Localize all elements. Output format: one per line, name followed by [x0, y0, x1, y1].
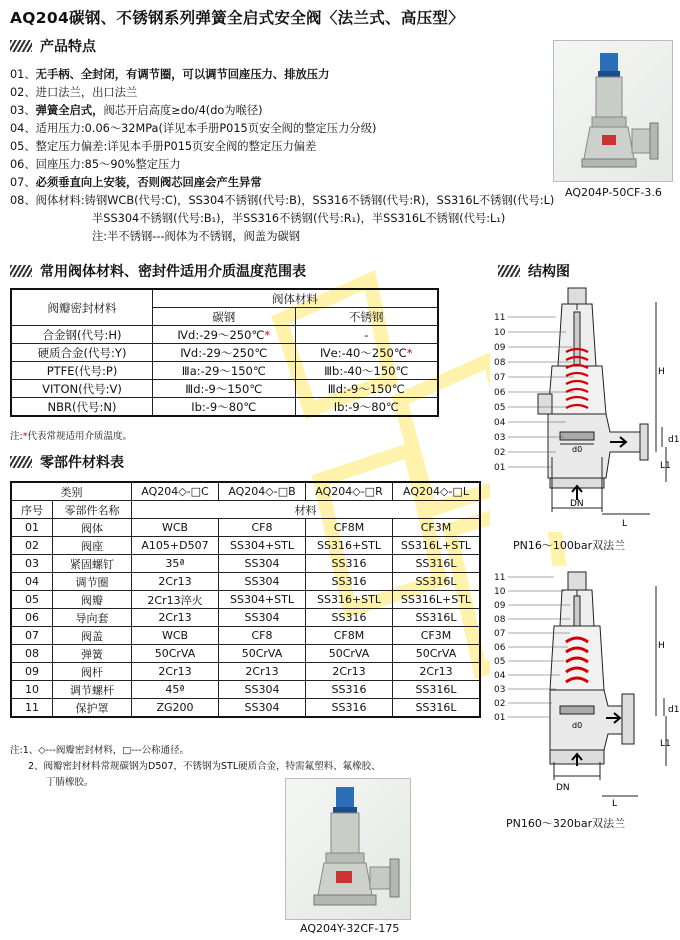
seal-material-cell: NBR(代号:N)	[11, 398, 153, 417]
table-row	[11, 380, 438, 398]
material-b-cell: SS304	[219, 681, 306, 699]
material-b-cell: SS304	[219, 555, 306, 573]
part-number-label: 07	[494, 629, 506, 639]
table-row	[11, 663, 480, 681]
material-l-cell: CF3M	[393, 627, 481, 645]
part-name-cell: 阀杆	[53, 663, 132, 681]
dim-d0: d0	[572, 721, 583, 730]
part-no-cell: 02	[11, 537, 53, 555]
hatch-marker-icon	[10, 456, 32, 468]
part-number-label: 07	[494, 373, 506, 383]
part-no-cell: 06	[11, 609, 53, 627]
part-number-label: 09	[494, 601, 506, 611]
part-no-cell: 11	[11, 699, 53, 718]
material-r-cell: SS316+STL	[306, 537, 393, 555]
part-number-label: 08	[494, 358, 506, 368]
part-no-cell: 07	[11, 627, 53, 645]
feature-item: 08、阀体材料:铸钢WCB(代号:C)，SS304不锈钢(代号:B)，SS316不锈钢(代号:R)，SS316L不锈钢(代号:L)	[10, 194, 555, 207]
seal-material-cell: PTFE(代号:P)	[11, 362, 153, 380]
features-cont-2: 注:半不锈钢---阀体为不锈钢，阀盖为碳钢	[92, 230, 301, 243]
table-row	[11, 681, 480, 699]
material-c-cell: 2Cr13	[132, 663, 219, 681]
part-name-cell: 调节圈	[53, 573, 132, 591]
material-c-cell: WCB	[132, 627, 219, 645]
part-number-label: 10	[494, 328, 506, 338]
dim-h: H	[658, 641, 665, 651]
material-l-cell: SS316L	[393, 699, 481, 718]
material-l-cell: SS316L	[393, 681, 481, 699]
table-row	[11, 609, 480, 627]
diagram2-caption: PN160～320bar双法兰	[506, 817, 626, 830]
temp-range-table	[10, 288, 439, 417]
feature-item: 06、回座压力:85～90%整定压力	[10, 158, 181, 171]
material-b-cell: SS304+STL	[219, 537, 306, 555]
feature-item: 02、进口法兰，出口法兰	[10, 86, 138, 99]
header-carbon-steel: 碳钢	[153, 308, 296, 326]
table-row	[11, 555, 480, 573]
material-l-cell: SS316L+STL	[393, 591, 481, 609]
section-features-heading: 产品特点	[10, 36, 96, 56]
material-l-cell: SS316L	[393, 609, 481, 627]
parts-note-2: 2、阀瓣密封材料常规碳钢为D507，不锈钢为STL硬质合金，特需氟塑料、氟橡胶、	[28, 761, 381, 772]
feature-item: 04、适用压力:0.06～32MPa(详见本手册P015页安全阀的整定压力分级)	[10, 122, 377, 135]
material-b-cell: 50CrVA	[219, 645, 306, 663]
section-structure-heading: 结构图	[498, 261, 570, 281]
material-l-cell: SS316L+STL	[393, 537, 481, 555]
part-no-cell: 05	[11, 591, 53, 609]
table-row	[11, 627, 480, 645]
table-row	[11, 344, 438, 362]
material-c-cell: 45ª	[132, 681, 219, 699]
part-name-cell: 弹簧	[53, 645, 132, 663]
parts-note-3: 丁腈橡胶。	[46, 777, 94, 788]
photo-bottom-caption: AQ204Y-32CF-175	[300, 922, 400, 935]
material-b-cell: CF8	[219, 627, 306, 645]
part-name-cell: 紧固螺钉	[53, 555, 132, 573]
carbon-steel-cell: Ⅳd:-29～250℃*	[153, 326, 296, 344]
header-seal-material: 阀瓣密封材料	[11, 289, 153, 326]
header-category: 类别	[11, 482, 132, 501]
dim-d0: d0	[572, 445, 583, 454]
part-number-label: 08	[494, 615, 506, 625]
section-parts-heading: 零部件材料表	[10, 452, 124, 472]
header-part-name: 零部件名称	[53, 501, 132, 519]
material-b-cell: 2Cr13	[219, 663, 306, 681]
part-no-cell: 10	[11, 681, 53, 699]
material-r-cell: 2Cr13	[306, 663, 393, 681]
hatch-marker-icon	[10, 265, 32, 277]
carbon-steel-cell: Ⅳd:-29～250℃	[153, 344, 296, 362]
structure-diagram-pn160	[490, 566, 680, 809]
header-model-r: AQ204◇-□R	[306, 482, 393, 501]
material-c-cell: ZG200	[132, 699, 219, 718]
part-name-cell: 调节螺杆	[53, 681, 132, 699]
header-body-material: 阀体材料	[153, 289, 439, 308]
header-model-c: AQ204◇-□C	[132, 482, 219, 501]
part-number-label: 04	[494, 418, 506, 428]
part-number-label: 10	[494, 587, 506, 597]
dim-l: L	[622, 519, 628, 529]
material-r-cell: SS316	[306, 681, 393, 699]
material-c-cell: WCB	[132, 519, 219, 537]
header-stainless-steel: 不锈钢	[295, 308, 438, 326]
dim-l1: L1	[660, 461, 671, 471]
stainless-steel-cell: Ⅲb:-40～150℃	[295, 362, 438, 380]
material-r-cell: 50CrVA	[306, 645, 393, 663]
material-r-cell: CF8M	[306, 627, 393, 645]
part-number-label: 05	[494, 657, 506, 667]
feature-item: 07、必须垂直向上安装，否则阀芯回座会产生异常	[10, 176, 262, 189]
part-number-label: 05	[494, 403, 506, 413]
page-title: AQ204碳钢、不锈钢系列弹簧全启式安全阀〈法兰式、高压型〉	[10, 9, 465, 27]
part-name-cell: 保护罩	[53, 699, 132, 718]
stainless-steel-cell: Ⅰb:-9～80℃	[295, 398, 438, 417]
table-row	[11, 362, 438, 380]
carbon-steel-cell: Ⅲd:-9～150℃	[153, 380, 296, 398]
material-l-cell: 2Cr13	[393, 663, 481, 681]
part-number-label: 09	[494, 343, 506, 353]
valve-photo-bottom	[285, 778, 411, 920]
valve-photo-image	[286, 779, 410, 919]
dim-l: L	[612, 799, 618, 809]
part-number-label: 03	[494, 433, 506, 443]
table-row	[11, 326, 438, 344]
table-row	[11, 699, 480, 718]
part-number-label: 02	[494, 448, 506, 458]
table-row	[11, 591, 480, 609]
header-no: 序号	[11, 501, 53, 519]
material-r-cell: SS316	[306, 573, 393, 591]
part-number-label: 06	[494, 643, 506, 653]
table-row	[11, 573, 480, 591]
carbon-steel-cell: Ⅲa:-29～150℃	[153, 362, 296, 380]
parts-note-1: 注:1、◇---阀瓣密封材料，□---公称通径。	[10, 745, 190, 756]
material-c-cell: 2Cr13	[132, 573, 219, 591]
part-number-label: 03	[494, 685, 506, 695]
material-c-cell: 2Cr13	[132, 609, 219, 627]
material-r-cell: SS316	[306, 609, 393, 627]
seal-material-cell: 硬质合金(代号:Y)	[11, 344, 153, 362]
feature-item: 03、弹簧全启式，阀芯开启高度≥do/4(do为喉径)	[10, 104, 263, 117]
diagram1-caption: PN16～100bar双法兰	[513, 539, 626, 552]
material-c-cell: A105+D507	[132, 537, 219, 555]
hatch-marker-icon	[498, 265, 520, 277]
dim-dn: DN	[556, 783, 570, 793]
material-c-cell: 50CrVA	[132, 645, 219, 663]
material-l-cell: CF3M	[393, 519, 481, 537]
table-row	[11, 645, 480, 663]
part-number-label: 01	[494, 713, 506, 723]
seal-material-cell: 合金钢(代号:H)	[11, 326, 153, 344]
part-number-label: 02	[494, 699, 506, 709]
features-cont-1: 半SS304不锈钢(代号:B₁)，半SS316不锈钢(代号:R₁)，半SS316L不锈钢(代号:L₁)	[92, 212, 506, 225]
dim-d1: d1	[668, 435, 680, 445]
material-l-cell: SS316L	[393, 573, 481, 591]
material-l-cell: 50CrVA	[393, 645, 481, 663]
material-r-cell: CF8M	[306, 519, 393, 537]
part-number-label: 11	[494, 313, 506, 323]
material-c-cell: 2Cr13淬火	[132, 591, 219, 609]
part-no-cell: 09	[11, 663, 53, 681]
hatch-marker-icon	[10, 40, 32, 52]
material-b-cell: CF8	[219, 519, 306, 537]
part-name-cell: 阀座	[53, 537, 132, 555]
material-b-cell: SS304+STL	[219, 591, 306, 609]
stainless-steel-cell: Ⅲd:-9～150℃	[295, 380, 438, 398]
material-b-cell: SS304	[219, 573, 306, 591]
part-no-cell: 04	[11, 573, 53, 591]
material-l-cell: SS316L	[393, 555, 481, 573]
stainless-steel-cell: -	[295, 326, 438, 344]
seal-material-cell: VITON(代号:V)	[11, 380, 153, 398]
temp-table-note: 注:*代表常规适用介质温度。	[10, 431, 132, 442]
part-name-cell: 阀瓣	[53, 591, 132, 609]
table-row	[11, 537, 480, 555]
part-no-cell: 01	[11, 519, 53, 537]
part-number-label: 01	[494, 463, 506, 473]
structure-diagram-pn16	[490, 282, 680, 532]
table-row	[11, 519, 480, 537]
part-no-cell: 08	[11, 645, 53, 663]
dim-h: H	[658, 367, 665, 377]
feature-item: 01、无手柄、全封闭，有调节圈，可以调节回座压力、排放压力	[10, 68, 330, 81]
part-name-cell: 阀盖	[53, 627, 132, 645]
part-number-label: 11	[494, 573, 506, 583]
feature-item: 05、整定压力偏差:详见本手册P015页安全阀的整定压力偏差	[10, 140, 317, 153]
dim-l1: L1	[660, 739, 671, 749]
stainless-steel-cell: Ⅳe:-40～250℃*	[295, 344, 438, 362]
material-c-cell: 35ª	[132, 555, 219, 573]
parts-material-table	[10, 481, 481, 718]
part-name-cell: 阀体	[53, 519, 132, 537]
material-b-cell: SS304	[219, 699, 306, 718]
header-model-b: AQ204◇-□B	[219, 482, 306, 501]
dim-dn: DN	[570, 499, 584, 509]
part-no-cell: 03	[11, 555, 53, 573]
table-row	[11, 398, 438, 417]
material-r-cell: SS316	[306, 699, 393, 718]
valve-photo-top	[553, 40, 673, 182]
header-material: 材料	[132, 501, 481, 519]
dim-d1: d1	[668, 705, 680, 715]
part-name-cell: 导向套	[53, 609, 132, 627]
material-r-cell: SS316	[306, 555, 393, 573]
part-number-label: 06	[494, 388, 506, 398]
carbon-steel-cell: Ⅰb:-9～80℃	[153, 398, 296, 417]
part-number-label: 04	[494, 671, 506, 681]
header-model-l: AQ204◇-□L	[393, 482, 481, 501]
photo-top-caption: AQ204P-50CF-3.6	[565, 186, 662, 199]
valve-photo-image	[554, 41, 672, 181]
material-r-cell: SS316+STL	[306, 591, 393, 609]
material-b-cell: SS304	[219, 609, 306, 627]
section-materials-temp-heading: 常用阀体材料、密封件适用介质温度范围表	[10, 261, 306, 281]
